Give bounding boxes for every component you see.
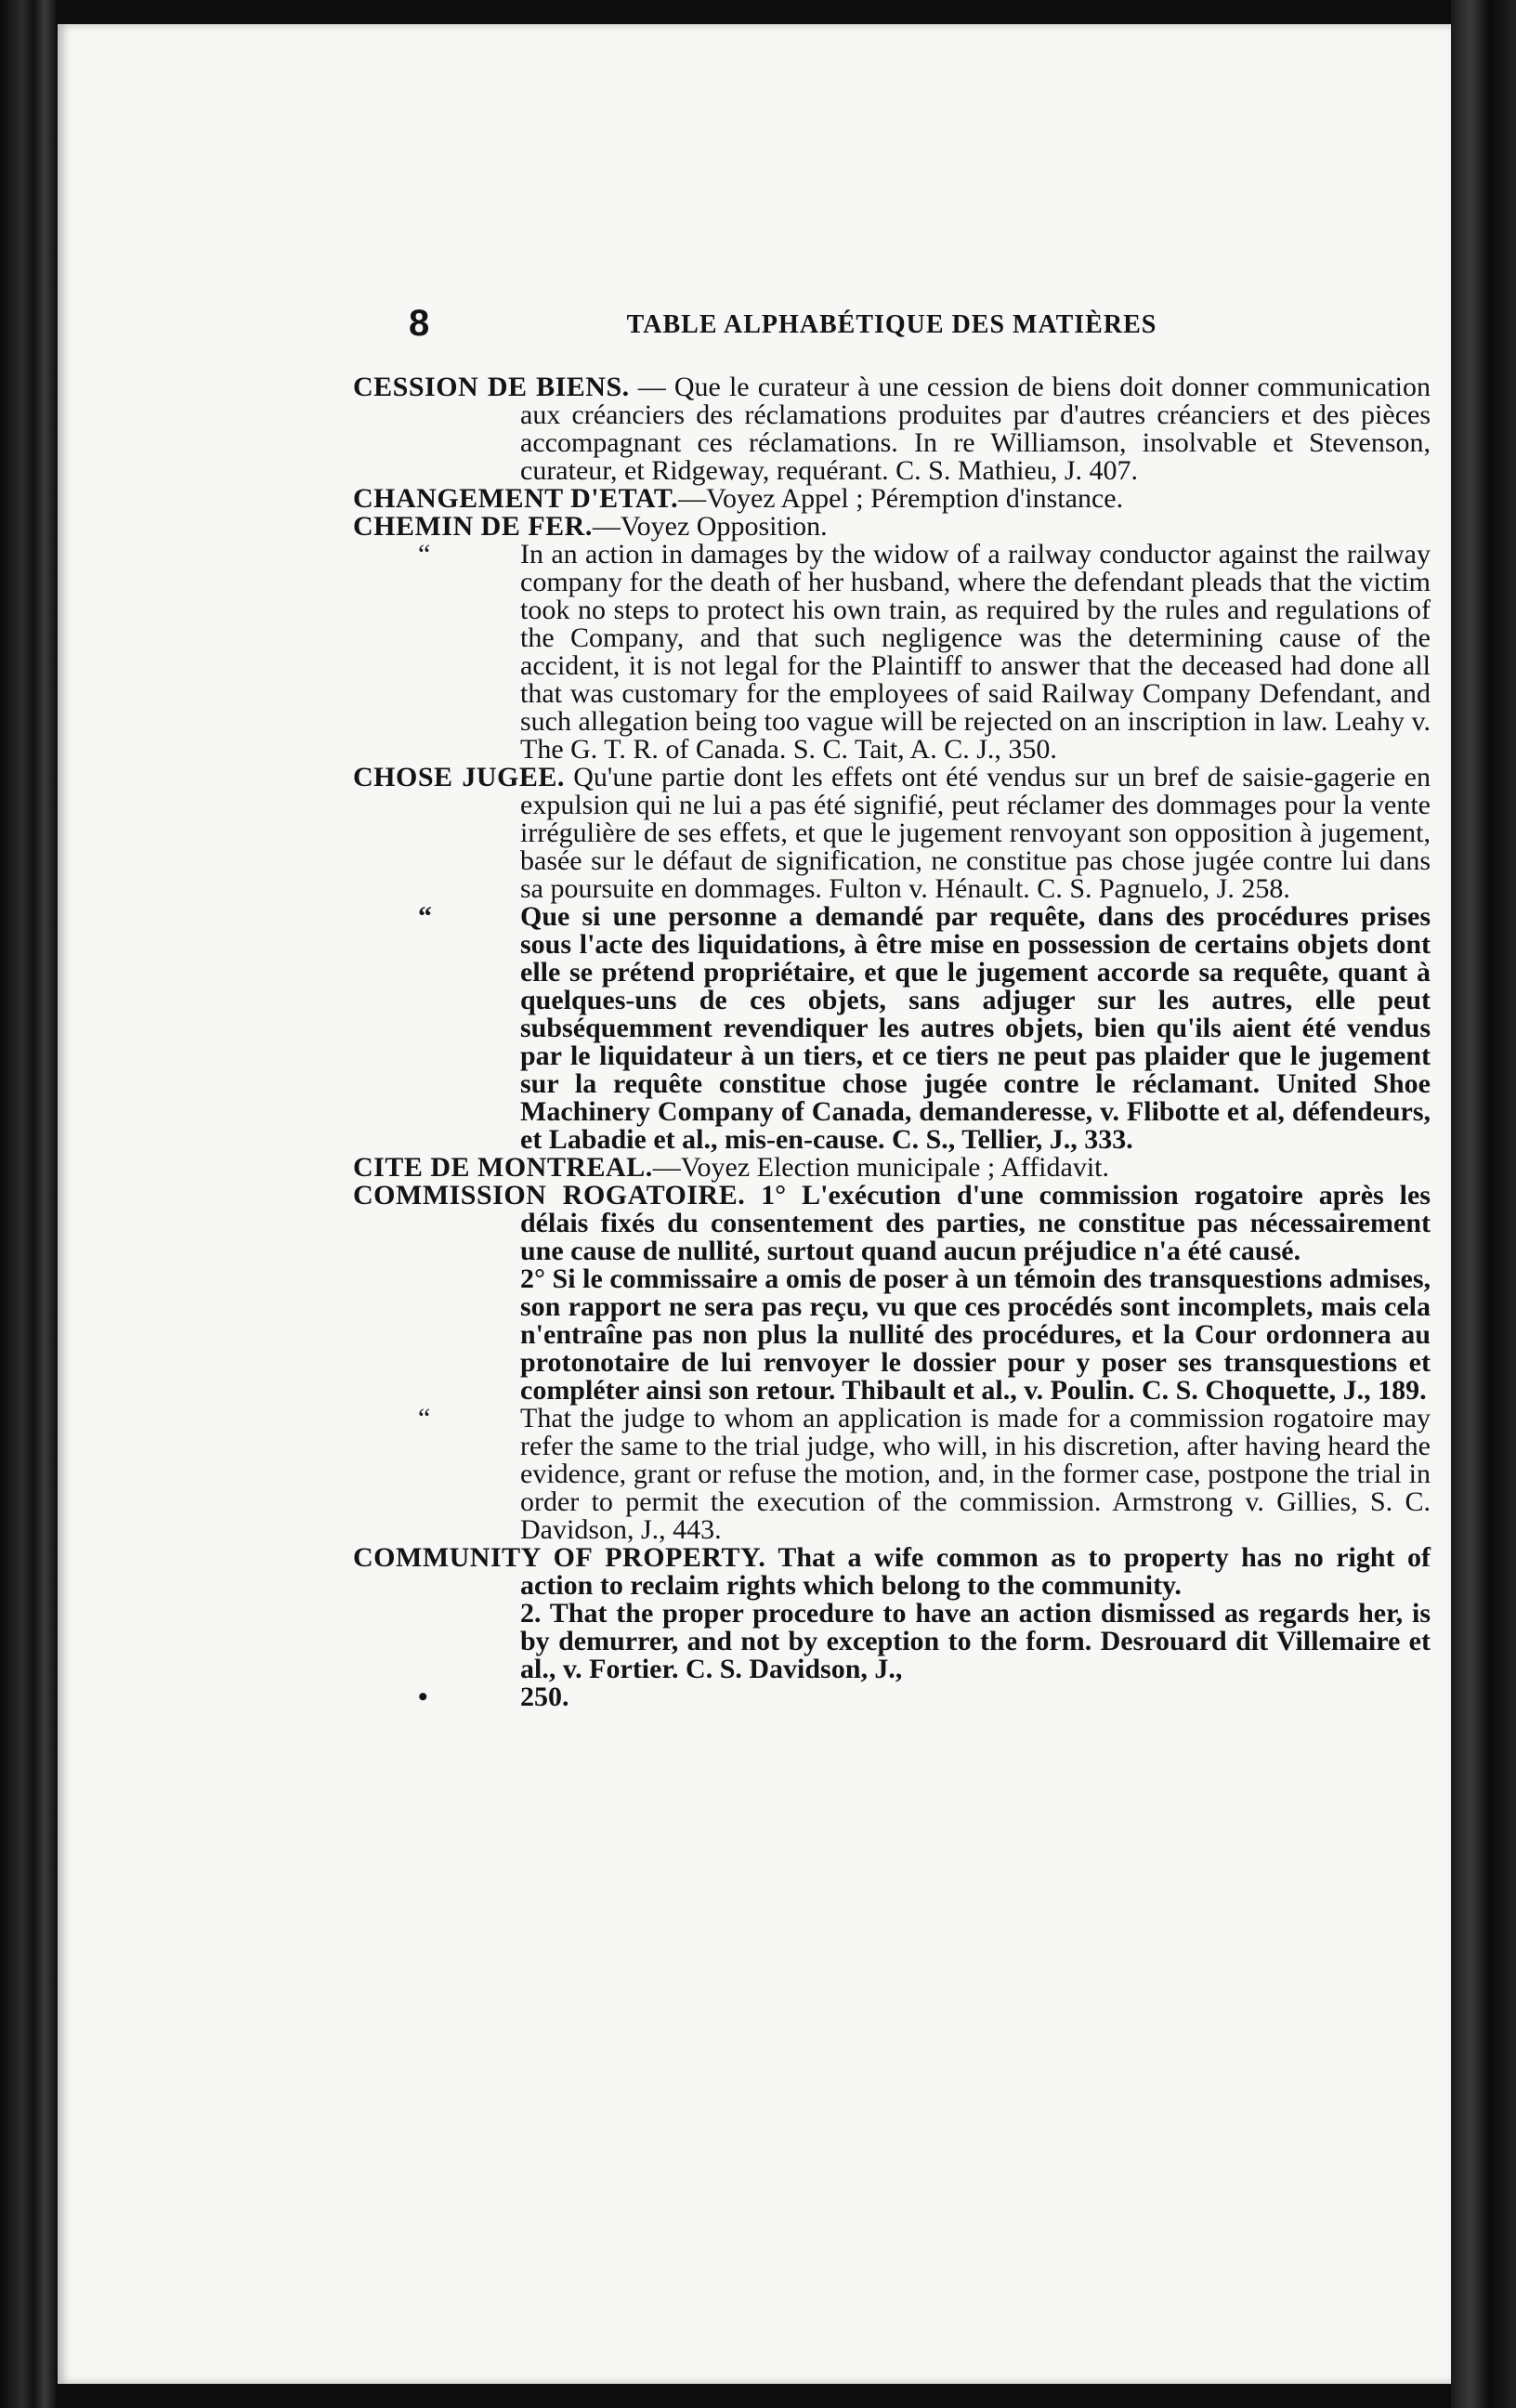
entry-headword: CITE DE MONTREAL.: [353, 1152, 653, 1183]
entry-text: —Voyez Appel ; Péremption d'instance.: [678, 483, 1124, 514]
entry-text: 250.: [520, 1682, 569, 1712]
index-subentry: [353, 541, 1431, 764]
index-entry: [353, 373, 1431, 485]
entry-text: 2° Si le commissaire a omis de poser à un témoin des transquestions admises, son rapport ne sera pas reçu, vu que ces procédés sont incomplets, mais cela n'entraîne pas non plus la nullité des procédures, et la Cour ordonnera au protonotaire de lui renvoyer le dossier pour y poser ses transquestions et compléter ainsi son retour. Thibault et al., v. Poulin. C. S. Choquette, J., 189.: [520, 1263, 1431, 1406]
entry-headword: CHOSE JUGEE.: [353, 762, 565, 792]
entry-continuation: [353, 1683, 1431, 1711]
entry-text: —Voyez Opposition.: [592, 511, 828, 542]
bullet-mark: •: [418, 1682, 428, 1712]
index-subentry: [353, 1600, 1431, 1683]
entry-text: Qu'une partie dont les effets ont été vendus sur un bref de saisie-gagerie en expulsion qui ne lui a pas été signifié, peut réclamer des dommages pour la vente irrégulière de ses effets, et que le jugement renvoyant son opposition à jugement, basée sur le défaut de signification, ne constitue pas chose jugée contre lui dans sa poursuite en dommages. Fulton v. Hénault. C. S. Pagnuelo, J. 258.: [520, 762, 1431, 904]
entry-text: Que si une personne a demandé par requête, dans des procédures prises sous l'acte des liquidations, à être mise en possession de certains objets dont elle se prétend propriétaire, et que le jugement accorde sa requête, quant à quelques-uns de ces objets, sans adjuger sur les autres, elle peut subséquemment revendiquer les autres objets, bien qu'ils aient été vendus par le liquidateur à un tiers, et ce tiers ne peut pas plaider que le jugement sur la requête constitue chose jugée contre le réclamant. United Shoe Machinery Company of Canada, demanderesse, v. Flibotte et al, défendeurs, et Labadie et al., mis-en-cause. C. S., Tellier, J., 333.: [520, 901, 1431, 1155]
page-content: [353, 303, 1431, 1711]
running-title: TABLE ALPHABÉTIQUE DES MATIÈRES: [626, 310, 1157, 339]
book-page: [58, 24, 1451, 2384]
index-entries: [353, 373, 1431, 1711]
entry-headword: CESSION DE BIENS.: [353, 372, 630, 402]
index-entry: [353, 485, 1431, 513]
scan-edge-left: [0, 0, 56, 2408]
ditto-mark: “: [418, 901, 432, 932]
entry-headword: COMMISSION ROGATOIRE.: [353, 1180, 746, 1211]
entry-text: That the judge to whom an application is made for a commission rogatoire may refer the same to the trial judge, who will, in his discretion, after having heard the evidence, grant or refuse the motion, and, in the former case, postpone the trial in order to permit the execution of the commission. Armstrong v. Gillies, S. C. Davidson, J., 443.: [520, 1403, 1431, 1545]
index-entry: [353, 764, 1431, 903]
entry-headword: CHEMIN DE FER.: [353, 511, 593, 542]
index-entry: [353, 1154, 1431, 1182]
entry-text: 2. That the proper procedure to have an action dismissed as regards her, is by demurrer, and not by exception to the form. Desrouard dit Villemaire et al., v. Fortier. C. S. Davidson, J.,: [520, 1598, 1431, 1684]
index-subentry: [353, 1405, 1431, 1544]
running-head: [353, 303, 1431, 355]
entry-text: — Que le curateur à une cession de biens doit donner communication aux créanciers des réclamations produites par d'autres créanciers et des pièces accompagnant ces réclamations. In re Williamson, insolvable et Stevenson, curateur, et Ridgeway, requérant. C. S. Mathieu, J. 407.: [520, 372, 1431, 486]
scan-edge-right: [1451, 0, 1516, 2408]
entry-headword: COMMUNITY OF PROPERTY.: [353, 1542, 766, 1573]
page-number: 8: [409, 303, 430, 344]
entry-headword: CHANGEMENT D'ETAT.: [353, 483, 679, 514]
ditto-mark: “: [418, 539, 431, 569]
entry-text: —Voyez Election municipale ; Affidavit.: [652, 1152, 1109, 1183]
index-entry: [353, 513, 1431, 541]
index-entry: [353, 1544, 1431, 1600]
entry-text: That a wife common as to property has no right of action to reclaim rights which belong to the community.: [520, 1542, 1431, 1601]
index-entry: [353, 1182, 1431, 1265]
index-subentry: [353, 903, 1431, 1154]
ditto-mark: “: [418, 1403, 431, 1433]
entry-text: 1° L'exécution d'une commission rogatoire après les délais fixés du consentement des parties, ne constitue pas nécessairement une cause de nullité, surtout quand aucun préjudice n'a été causé.: [520, 1180, 1431, 1266]
entry-text: In an action in damages by the widow of a railway conductor against the railway company for the death of her husband, where the defendant pleads that the victim took no steps to protect his own train, as required by the rules and regulations of the Company, and that such negligence was the determining cause of the accident, it is not legal for the Plaintiff to answer that the deceased had done all that was customary for the employees of said Railway Company Defendant, and such allegation being too vague will be rejected on an inscription in law. Leahy v. The G. T. R. of Canada. S. C. Tait, A. C. J., 350.: [520, 539, 1431, 765]
index-subentry: [353, 1265, 1431, 1405]
